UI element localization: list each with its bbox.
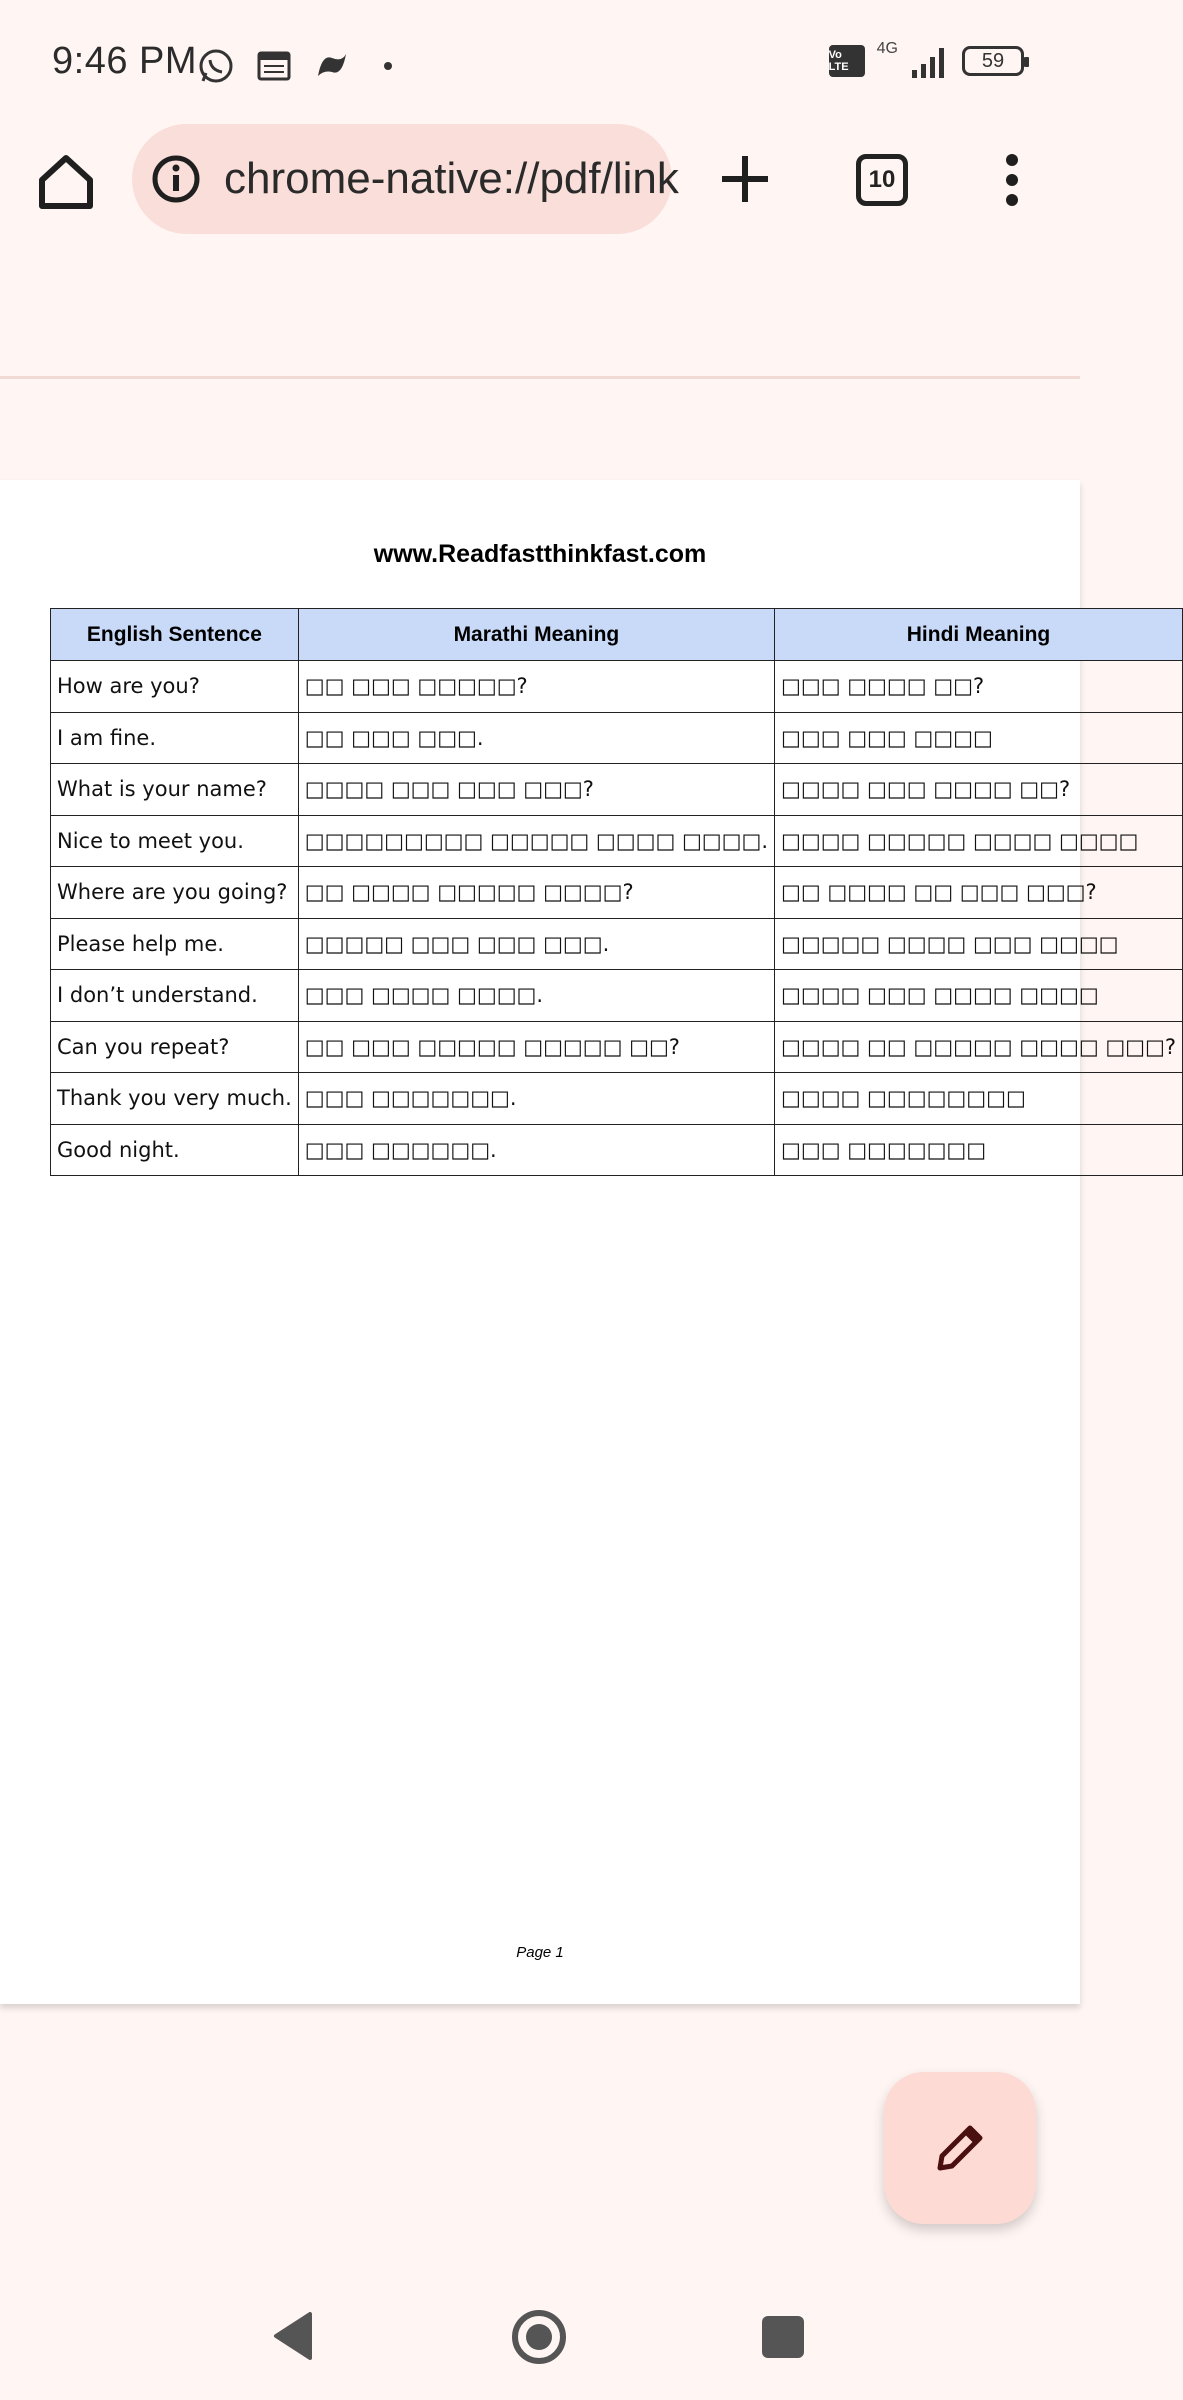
pencil-icon: [932, 2120, 988, 2176]
home-icon[interactable]: [34, 150, 98, 214]
home-circle-icon[interactable]: [510, 2308, 568, 2366]
table-row: [51, 712, 1183, 764]
hindi-cell: □□□□ □□□ □□□□ □□□□: [775, 970, 1183, 1022]
marathi-cell: □□□□ □□□ □□□ □□□?: [298, 764, 774, 816]
table-row: [51, 867, 1183, 919]
table-row: [51, 918, 1183, 970]
table-row: [51, 1073, 1183, 1125]
signal-icon: [910, 44, 950, 78]
hindi-cell: □□□□ □□ □□□□□ □□□□ □□□?: [775, 1021, 1183, 1073]
table-row: [51, 970, 1183, 1022]
hindi-cell: □□ □□□□ □□ □□□ □□□?: [775, 867, 1183, 919]
marathi-cell: □□□□□ □□□ □□□ □□□.: [298, 918, 774, 970]
status-bar: [0, 0, 1080, 120]
pdf-page[interactable]: [0, 480, 1177, 2004]
toolbar-divider: [0, 376, 1080, 379]
marathi-cell: □□□ □□□□□□.: [298, 1124, 774, 1176]
status-time: 9:46 PM: [52, 40, 198, 82]
system-icons: [828, 40, 1024, 78]
battery-level: 59: [981, 49, 1005, 72]
english-cell: Please help me.: [51, 918, 299, 970]
english-cell: Can you repeat?: [51, 1021, 299, 1073]
site-title: www.Readfastthinkfast.com: [373, 540, 707, 568]
volte-icon: Vo LTE: [829, 45, 865, 77]
table-header-row: [51, 609, 1183, 661]
english-cell: What is your name?: [51, 764, 299, 816]
hindi-cell: □□□□□ □□□□ □□□ □□□□: [775, 918, 1183, 970]
table-row: [51, 1021, 1183, 1073]
news-icon: [254, 46, 294, 86]
url-text[interactable]: chrome-native://pdf/link: [224, 154, 679, 203]
english-cell: I am fine.: [51, 712, 299, 764]
hindi-cell: □□□ □□□□□□□: [775, 1124, 1183, 1176]
system-nav-bar: [0, 2280, 1080, 2400]
table-row: [51, 815, 1183, 867]
header-marathi: Marathi Meaning: [298, 609, 774, 661]
app-icon: [312, 46, 352, 86]
back-triangle-icon[interactable]: [270, 2310, 316, 2362]
table-row: [51, 1124, 1183, 1176]
whatsapp-icon: [196, 46, 236, 86]
marathi-cell: □□ □□□ □□□.: [298, 712, 774, 764]
english-cell: Nice to meet you.: [51, 815, 299, 867]
phrase-table: [50, 608, 1183, 1176]
english-cell: Good night.: [51, 1124, 299, 1176]
english-cell: Thank you very much.: [51, 1073, 299, 1125]
edit-fab-button[interactable]: [884, 2072, 1036, 2224]
english-cell: Where are you going?: [51, 867, 299, 919]
marathi-cell: □□□□□□□□□ □□□□□ □□□□ □□□□.: [298, 815, 774, 867]
page-number: Page 1: [516, 1944, 564, 1961]
english-cell: How are you?: [51, 661, 299, 713]
english-cell: I don’t understand.: [51, 970, 299, 1022]
hindi-cell: □□□ □□□□ □□?: [775, 661, 1183, 713]
hindi-cell: □□□□ □□□□□□□□: [775, 1073, 1183, 1125]
marathi-cell: □□ □□□□ □□□□□ □□□□?: [298, 867, 774, 919]
url-bar[interactable]: [132, 124, 679, 234]
recents-square-icon[interactable]: [762, 2316, 804, 2358]
marathi-cell: □□ □□□ □□□□□ □□□□□ □□?: [298, 1021, 774, 1073]
hindi-cell: □□□ □□□ □□□□: [775, 712, 1183, 764]
plus-icon[interactable]: [716, 150, 774, 208]
table-row: [51, 661, 1183, 713]
header-english: English Sentence: [51, 609, 299, 661]
marathi-cell: □□□ □□□□ □□□□.: [298, 970, 774, 1022]
network-type-label: 4G: [876, 40, 898, 57]
marathi-cell: □□ □□□ □□□□□?: [298, 661, 774, 713]
browser-toolbar: [0, 120, 1080, 260]
table-row: [51, 764, 1183, 816]
hindi-cell: □□□□ □□□ □□□□ □□?: [775, 764, 1183, 816]
more-vert-icon[interactable]: [1000, 152, 1024, 208]
info-icon[interactable]: [150, 153, 202, 205]
battery-icon: [962, 46, 1024, 76]
marathi-cell: □□□ □□□□□□□.: [298, 1073, 774, 1125]
header-hindi: Hindi Meaning: [775, 609, 1183, 661]
notification-icons: [196, 46, 392, 86]
hindi-cell: □□□□ □□□□□ □□□□ □□□□: [775, 815, 1183, 867]
tab-switcher-button[interactable]: 10: [856, 154, 908, 206]
dot-icon: [384, 62, 392, 70]
